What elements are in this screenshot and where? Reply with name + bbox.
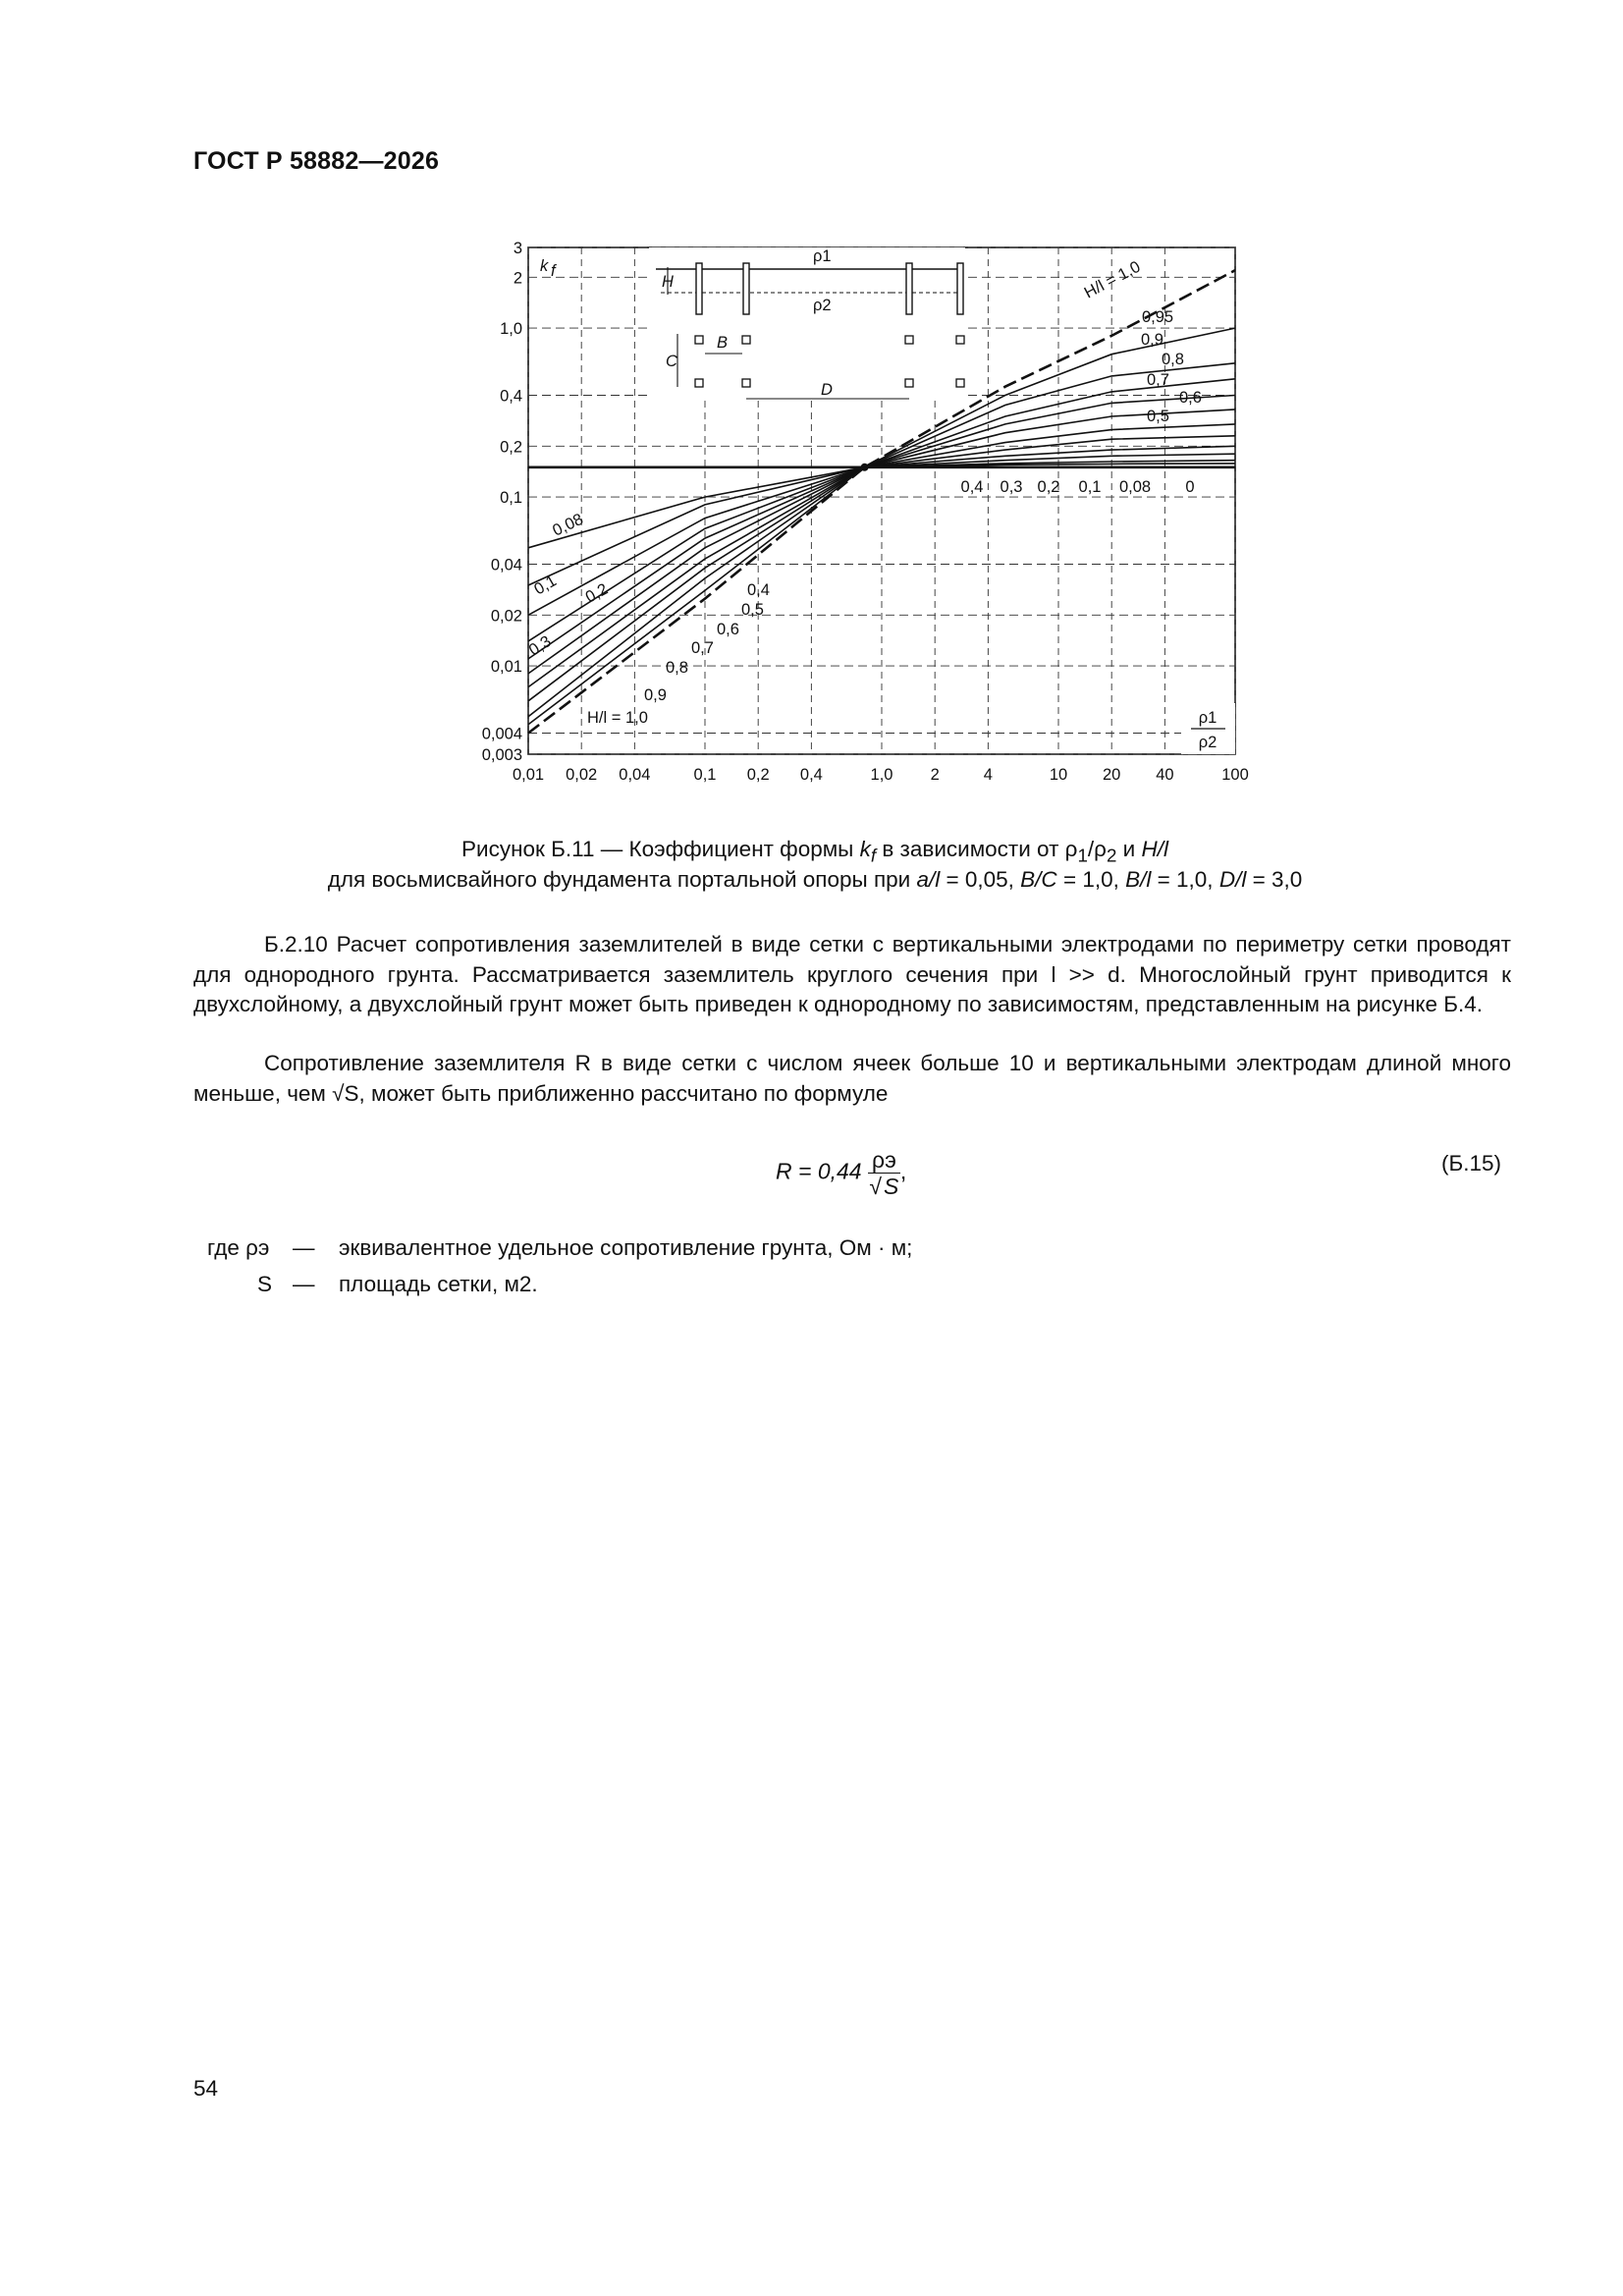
lower-curve-label: 0,9 — [644, 686, 667, 704]
paragraph-b-2-10 — [193, 930, 1511, 1020]
pile-plan-square — [905, 379, 913, 387]
x-tick-label: 10 — [1049, 766, 1068, 784]
where-text-2: площадь сетки, м2. — [339, 1272, 538, 1296]
pile-section — [957, 263, 963, 314]
x-tick-label: 0,1 — [693, 766, 717, 784]
middle-curve-label: 0,2 — [1037, 478, 1060, 496]
x-tick-label: 2 — [930, 766, 940, 784]
lower-curve-label: 0,5 — [741, 601, 764, 619]
middle-curve-label: 0,4 — [960, 478, 984, 496]
foundation-inset — [649, 247, 965, 399]
rho-fraction-denominator: ρ2 — [1198, 734, 1217, 751]
formula-lhs: R = 0,44 — [776, 1158, 862, 1184]
inset-label-rho1: ρ1 — [813, 247, 832, 265]
where-symbol-2: S — [257, 1272, 273, 1296]
lower-curve-label: 0,7 — [691, 639, 714, 657]
lower-curve-label: 0,3 — [525, 631, 555, 660]
y-tick-label: 0,01 — [490, 658, 522, 677]
figure-caption-line1: Рисунок Б.11 — Коэффициент формы $k_f$ в зависимости от $\rho_1/\rho_2$ и H/l — [461, 837, 1168, 866]
y-tick-label: 0,04 — [490, 556, 522, 574]
lower-curve-label: 0,6 — [717, 621, 739, 638]
x-tick-label: 0,04 — [619, 766, 651, 784]
middle-curve-label: 0,1 — [1078, 478, 1102, 496]
upper-curve-label: 0,6 — [1179, 389, 1202, 407]
upper-curve-label: 0,95 — [1142, 308, 1174, 326]
document-header: ГОСТ Р 58882—2026 — [193, 147, 440, 175]
pile-plan-square — [742, 379, 750, 387]
inset-label-rho2: ρ2 — [813, 297, 832, 314]
inset-label-d: D — [821, 381, 833, 399]
upper-curve-label: 0,9 — [1141, 331, 1163, 349]
upper-curve-label: H/l = 1,0 — [1081, 257, 1144, 302]
middle-curve-label: 0 — [1185, 478, 1195, 496]
x-tick-label: 4 — [983, 766, 993, 784]
pile-plan-square — [956, 379, 964, 387]
upper-curve-label: 0,5 — [1147, 408, 1169, 425]
formula-denominator: √S — [869, 1174, 899, 1199]
lower-curve-label: 0,2 — [582, 579, 612, 607]
where-dash-1: — — [293, 1235, 315, 1260]
lower-curve-label: H/l = 1,0 — [587, 709, 648, 727]
paragraph-b-2-10-text: Б.2.10 Расчет сопротивления заземлителей в виде сетки с вертикальными электродами по периметру сетки проводят для однородного грунта. Рассматривается заземлитель круглого сечения при l >> d. Многослойный грунт приводится к двухслойному, а двухслойный грунт может быть приведен к однородному по зависимостям, представленным на рисунке Б.4. — [193, 932, 1511, 1016]
paragraph-resistance-text: Сопротивление заземлителя R в виде сетки с числом ячеек больше 10 и вертикальными электродам длиной много меньше, чем √S, может быть приближенно рассчитано по формуле — [193, 1051, 1511, 1106]
middle-curve-label: 0,08 — [1118, 478, 1152, 496]
where-text-1: эквивалентное удельное сопротивление грунта, Ом · м; — [339, 1235, 913, 1260]
inset-label-c: C — [666, 353, 677, 370]
upper-curve-label: 0,8 — [1162, 351, 1184, 368]
middle-curve-label: 0,3 — [1000, 478, 1023, 496]
where-dash-2: — — [293, 1272, 315, 1296]
nomogram-chart — [460, 232, 1265, 801]
kf-axis-symbol: k — [540, 257, 549, 275]
pile-section — [906, 263, 912, 314]
pile-section — [696, 263, 702, 314]
curves-intersection-point — [861, 464, 869, 471]
pile-plan-square — [742, 336, 750, 344]
formula-sqrt-arg: S — [884, 1174, 899, 1199]
y-tick-label: 0,4 — [500, 387, 522, 406]
x-tick-label: 20 — [1103, 766, 1121, 784]
x-tick-label: 1,0 — [870, 766, 893, 784]
x-tick-label: 0,4 — [799, 766, 823, 784]
y-tick-label: 0,02 — [490, 607, 522, 626]
kf-axis-subscript: f — [551, 262, 556, 280]
x-tick-label: 0,02 — [566, 766, 598, 784]
lower-curve-label: 0,08 — [550, 510, 586, 540]
formula-b15: R = 0,44 $\frac{\rho э}{√S}$ , — [776, 1147, 907, 1199]
y-tick-label: 0,003 — [481, 746, 522, 764]
paragraph-resistance — [193, 1049, 1511, 1109]
y-tick-label: 0,1 — [500, 489, 522, 508]
rho-fraction-numerator: ρ1 — [1198, 709, 1217, 727]
pile-plan-square — [905, 336, 913, 344]
y-tick-label: 1,0 — [500, 320, 522, 339]
lower-curve-label: 0,4 — [747, 581, 770, 599]
where-symbol-1: где ρэ — [207, 1235, 270, 1260]
x-tick-label: 40 — [1156, 766, 1174, 784]
y-tick-label: 0,2 — [500, 438, 522, 457]
x-tick-label: 100 — [1221, 766, 1249, 784]
figure-caption-line2: для восьмисвайного фундамента портальной опоры при a/l = 0,05, B/C = 1,0, B/l = 1,0, D/l = 3,0 — [327, 867, 1303, 892]
lower-curve-label: 0,1 — [531, 572, 560, 599]
y-tick-label: 2 — [513, 269, 522, 288]
x-tick-label: 0,2 — [746, 766, 770, 784]
upper-curve-label: 0,7 — [1147, 371, 1169, 389]
y-tick-label: 0,004 — [481, 725, 522, 743]
inset-label-b: B — [717, 334, 729, 352]
formula-fraction — [868, 1147, 900, 1199]
y-tick-label: 3 — [513, 240, 522, 257]
pile-section — [743, 263, 749, 314]
pile-plan-square — [695, 379, 703, 387]
pile-plan-square — [956, 336, 964, 344]
page-number: 54 — [193, 2076, 219, 2101]
x-tick-label: 0,01 — [512, 766, 545, 784]
formula-numerator: ρэ — [868, 1147, 900, 1174]
pile-plan-square — [695, 336, 703, 344]
formula-number: (Б.15) — [1441, 1151, 1502, 1175]
lower-curve-label: 0,8 — [666, 659, 688, 677]
inset-label-h: H — [662, 273, 674, 291]
